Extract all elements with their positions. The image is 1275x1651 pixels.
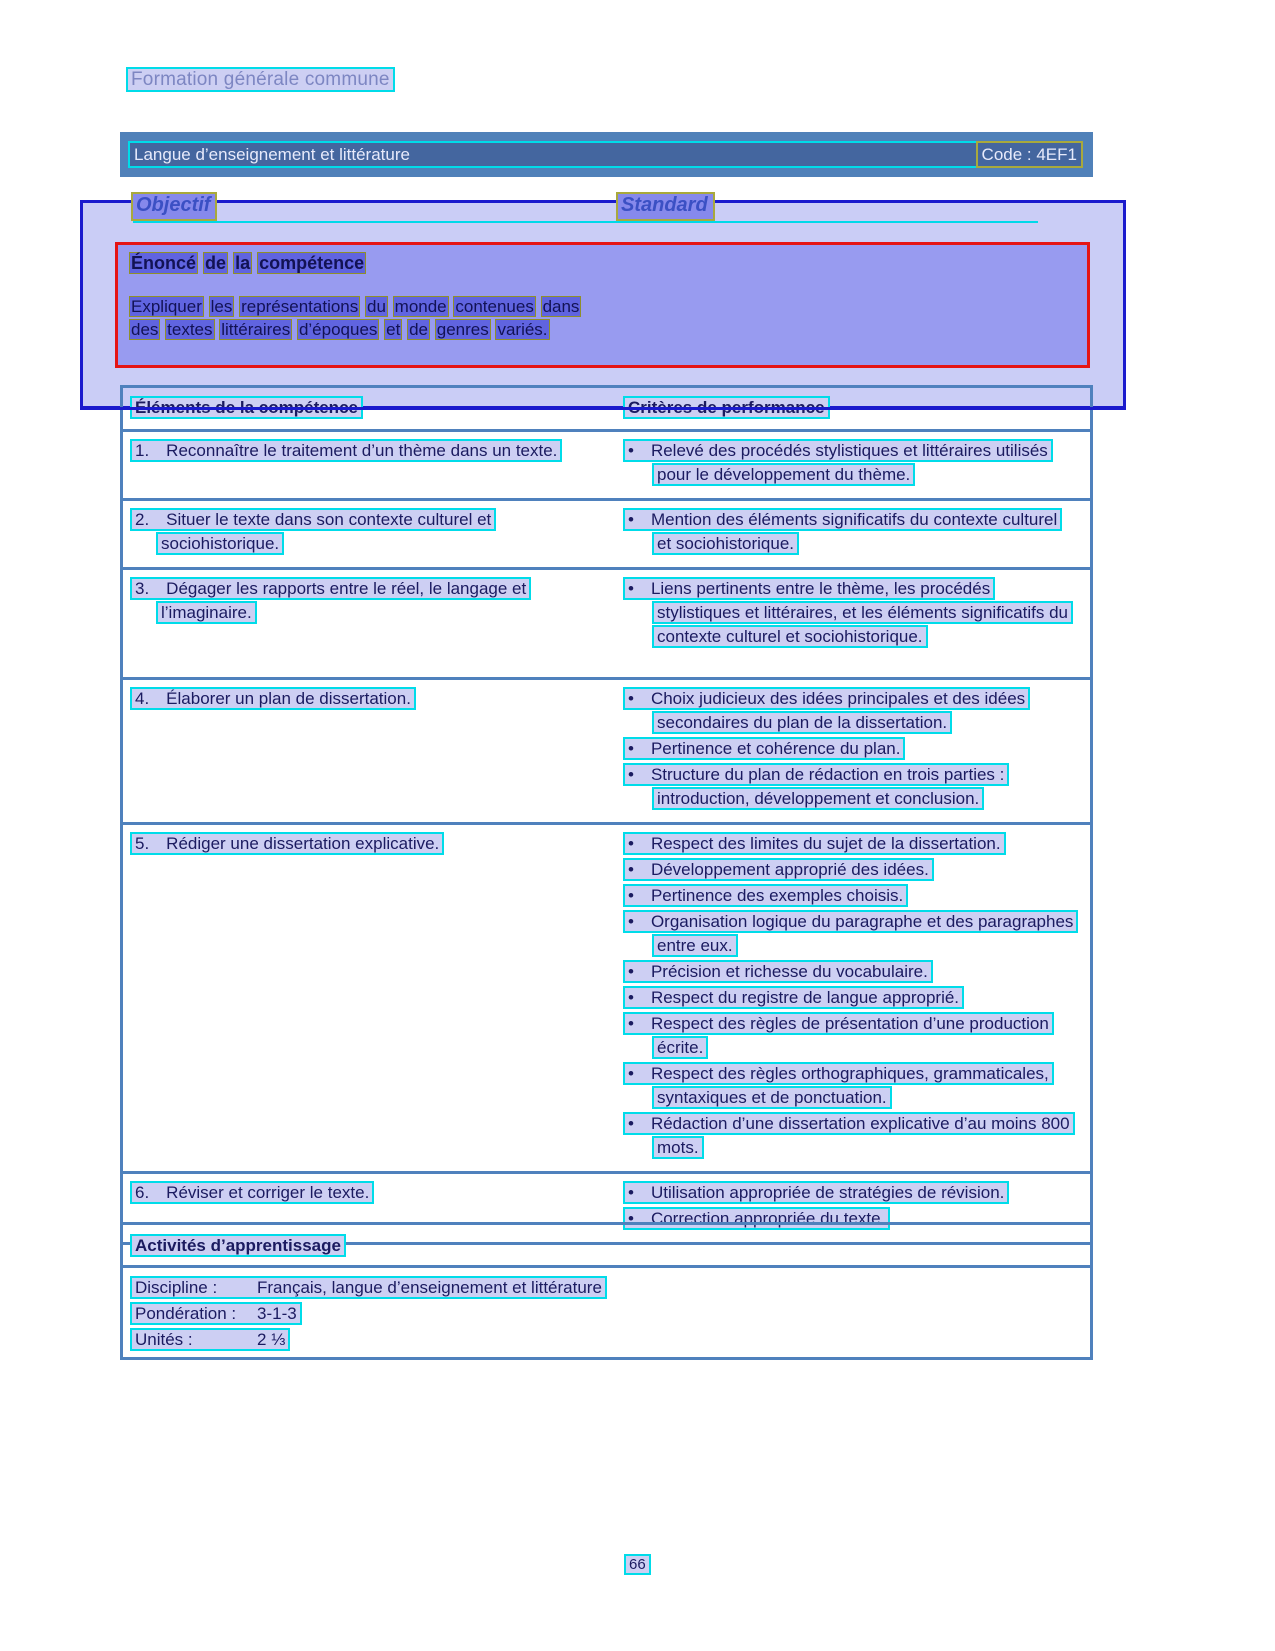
highlighted-word: du [367, 297, 386, 316]
element-text: 3. Dégager les rapports entre le réel, le langage et l’imaginaire. [130, 577, 604, 625]
criterion-item: • Liens pertinents entre le thème, les procédés stylistiques et littéraires, et les éléments significatifs du contexte culturel et sociohistorique. [623, 577, 1076, 649]
program-label [126, 69, 395, 91]
activites-box [120, 1222, 1093, 1360]
table-row [123, 432, 1090, 498]
highlighted-word: compétence [259, 253, 365, 273]
highlighted-word: des [131, 320, 159, 339]
standard-heading: Standard [616, 192, 715, 221]
elements-header-cell [123, 398, 620, 429]
panel-bottom-border-line [80, 407, 1126, 410]
field-value: 2 ⅓ [257, 1330, 286, 1349]
criterion-item: • Développement approprié des idées. [623, 858, 1076, 882]
enonce-text [129, 295, 591, 341]
activity-field [130, 1301, 1090, 1327]
page-number-text: 66 [624, 1554, 651, 1575]
enonce-competence-box [115, 242, 1090, 368]
criteres-header-cell [620, 398, 1090, 429]
highlighted-word: représentations [241, 297, 359, 316]
activites-title-row [123, 1225, 1090, 1268]
criteria-cell [620, 577, 1090, 668]
criterion-item: • Choix judicieux des idées principales et des idées secondaires du plan de la dissertation. [623, 687, 1076, 735]
highlighted-word: d’époques [298, 320, 378, 339]
table-body [123, 432, 1090, 1242]
element-cell [123, 439, 620, 489]
activity-field [130, 1327, 1090, 1353]
highlighted-word: de [409, 320, 428, 339]
highlighted-word: genres [436, 320, 489, 339]
criteria-cell [620, 832, 1090, 1162]
criterion-item: • Correction appropriée du texte. [623, 1207, 1076, 1231]
criterion-item: • Organisation logique du paragraphe et des paragraphes entre eux. [623, 910, 1076, 958]
highlighted-word: les [210, 297, 233, 316]
criterion-item: • Mention des éléments significatifs du contexte culturel et sociohistorique. [623, 508, 1076, 556]
criterion-item: • Respect du registre de langue approprié. [623, 986, 1076, 1010]
element-text: 2. Situer le texte dans son contexte culturel et sociohistorique. [130, 508, 604, 556]
page-number [624, 1556, 651, 1573]
element-text: 5. Rédiger une dissertation explicative. [130, 832, 604, 856]
highlighted-word: la [235, 253, 251, 273]
criterion-item: • Précision et richesse du vocabulaire. [623, 960, 1076, 984]
field-label: Discipline : [135, 1278, 218, 1297]
field-value: Français, langue d’enseignement et littérature [257, 1278, 602, 1297]
highlighted-word: variés. [497, 320, 548, 339]
course-title: Langue d’enseignement et littérature [128, 141, 1006, 168]
criteria-cell [620, 508, 1090, 558]
criterion-item: • Relevé des procédés stylistiques et littéraires utilisés pour le développement du thème. [623, 439, 1076, 487]
criterion-item: • Pertinence des exemples choisis. [623, 884, 1076, 908]
element-text: 1. Reconnaître le traitement d’un thème dans un texte. [130, 439, 604, 463]
criterion-item: • Respect des règles orthographiques, grammaticales, syntaxiques et de ponctuation. [623, 1062, 1076, 1110]
activity-field [130, 1275, 1090, 1301]
highlighted-word: dans [542, 297, 580, 316]
field-label: Unités : [135, 1330, 193, 1349]
field-label: Pondération : [135, 1304, 237, 1323]
criterion-item: • Pertinence et cohérence du plan. [623, 737, 1076, 761]
table-row [123, 677, 1090, 822]
table-row [123, 822, 1090, 1171]
element-cell [123, 508, 620, 558]
competence-criteria-table [120, 385, 1093, 1245]
criterion-item: • Respect des règles de présentation d’une production écrite. [623, 1012, 1076, 1060]
course-header-bar [120, 132, 1093, 177]
objectif-heading: Objectif [131, 192, 217, 221]
criterion-item: • Structure du plan de rédaction en trois parties : introduction, développement et conclusion. [623, 763, 1076, 811]
activites-fields [123, 1268, 1090, 1353]
criterion-item: • Rédaction d’une dissertation explicative d’au moins 800 mots. [623, 1112, 1076, 1160]
element-cell [123, 687, 620, 813]
criterion-item: • Utilisation appropriée de stratégies de révision. [623, 1181, 1076, 1205]
element-text: 6. Réviser et corriger le texte. [130, 1181, 604, 1205]
program-label-text: Formation générale commune [126, 67, 395, 92]
highlighted-word: Énoncé [131, 253, 197, 273]
highlighted-word: contenues [455, 297, 534, 316]
selection-underline [133, 221, 1038, 223]
highlighted-word: monde [394, 297, 447, 316]
highlighted-word: et [386, 320, 401, 339]
activites-title: Activités d’apprentissage [130, 1234, 346, 1257]
criteria-cell [620, 439, 1090, 489]
element-cell [123, 577, 620, 668]
highlighted-word: de [205, 253, 227, 273]
highlighted-word: Expliquer [131, 297, 202, 316]
criteria-cell [620, 687, 1090, 813]
highlighted-word: textes [167, 320, 213, 339]
course-code: Code : 4EF1 [976, 141, 1083, 168]
criterion-item: • Respect des limites du sujet de la dissertation. [623, 832, 1076, 856]
highlighted-word: littéraires [221, 320, 291, 339]
table-row [123, 498, 1090, 567]
element-text: 4. Élaborer un plan de dissertation. [130, 687, 604, 711]
field-value: 3-1-3 [257, 1304, 297, 1323]
table-row [123, 567, 1090, 677]
table-header-row [123, 388, 1090, 432]
element-cell [123, 832, 620, 1162]
enonce-title [129, 253, 1077, 274]
